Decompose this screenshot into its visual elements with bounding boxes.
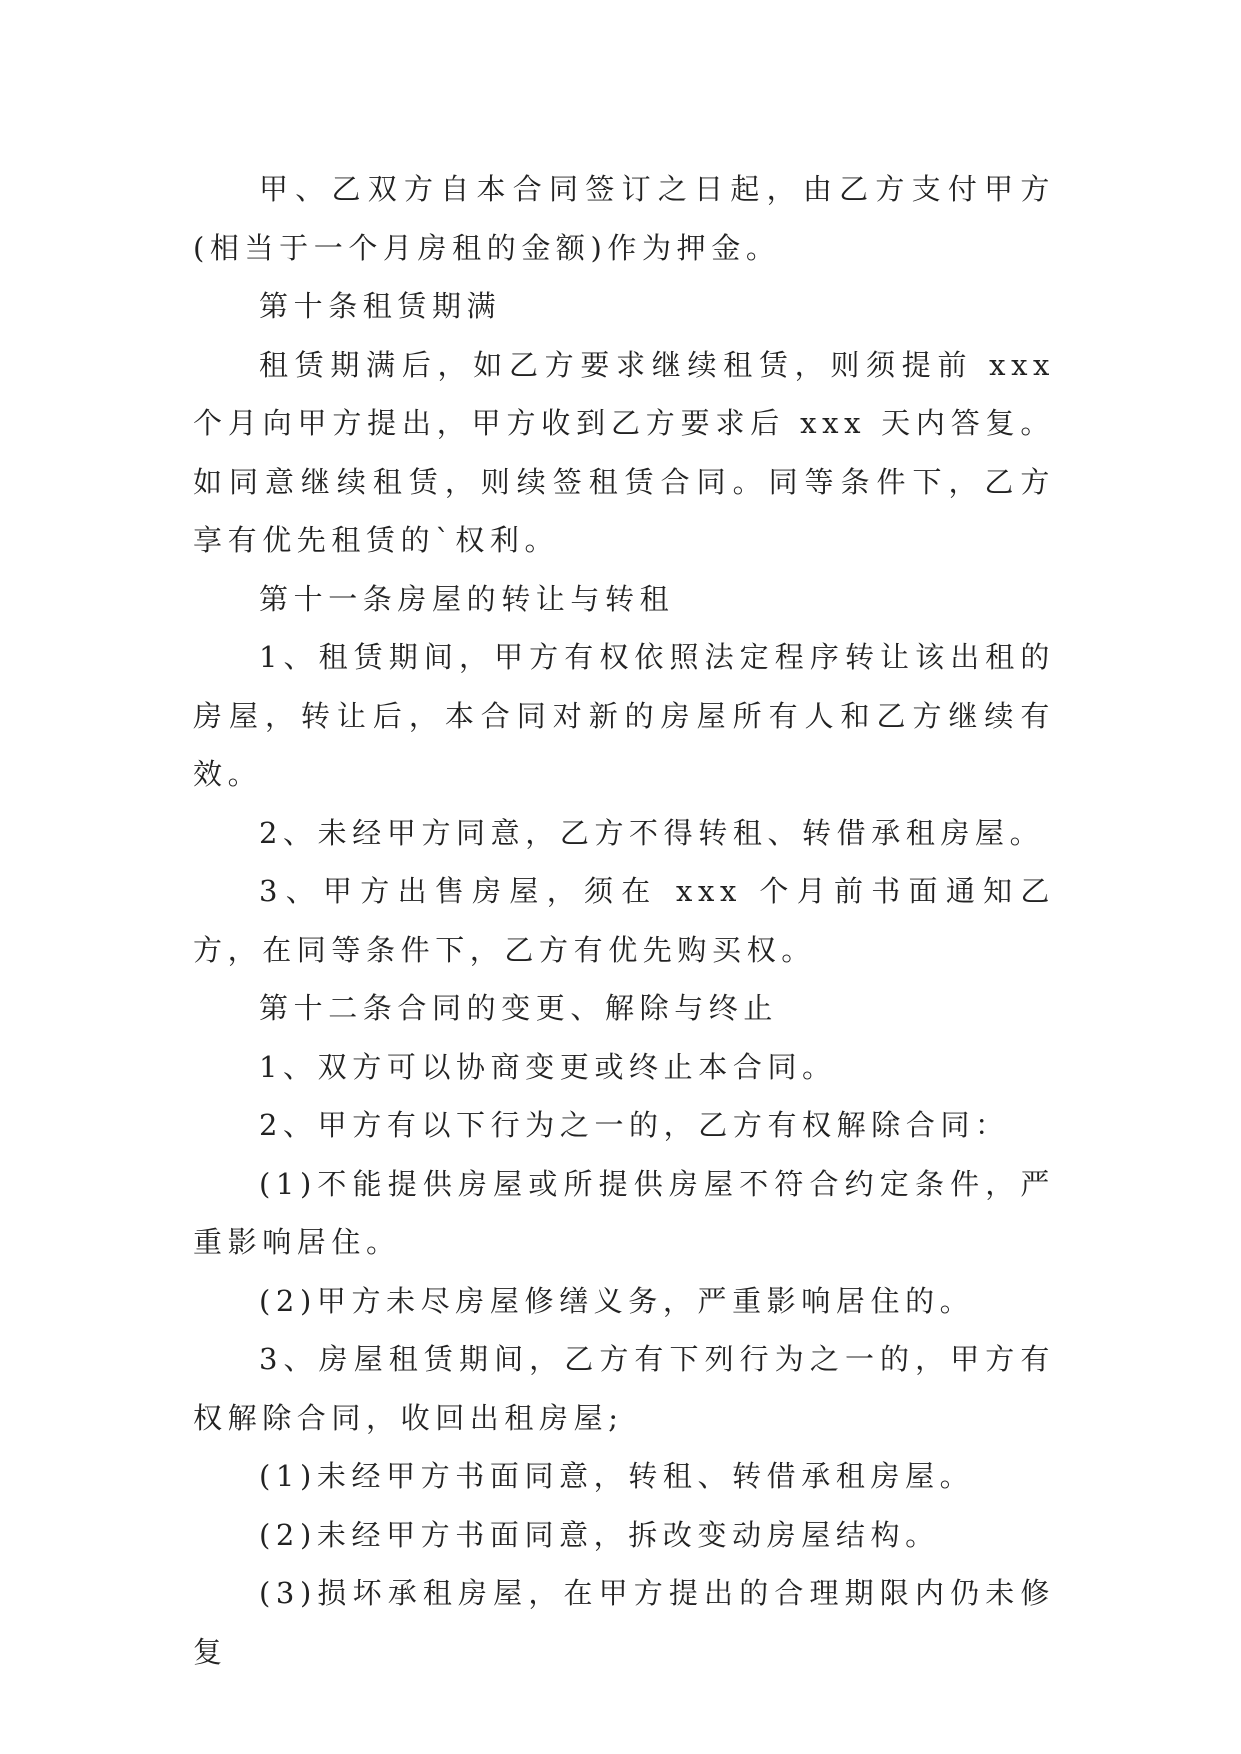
- paragraph-lease-expiry: 租赁期满后，如乙方要求继续租赁，则须提前 xxx 个月向甲方提出，甲方收到乙方要求后 xxx 天内答复。如同意继续租赁，则续签租赁合同。同等条件下，乙方享有优先租赁的`权利。: [193, 347, 1055, 557]
- paragraph-deposit: 甲、乙双方自本合同签订之日起，由乙方支付甲方(相当于一个月房租的金额)作为押金。: [193, 172, 1055, 265]
- paragraph-transfer-1: 1、租赁期间，甲方有权依照法定程序转让该出租的房屋，转让后，本合同对新的房屋所有人和乙方继续有效。: [193, 640, 1055, 791]
- heading-article-12: 第十二条合同的变更、解除与终止: [259, 991, 779, 1025]
- paragraph-change-3: 3、房屋租赁期间，乙方有下列行为之一的，甲方有权解除合同，收回出租房屋;: [193, 1342, 1055, 1435]
- paragraph-change-2: 2、甲方有以下行为之一的，乙方有权解除合同：: [259, 1108, 1010, 1142]
- paragraph-change-3-item-2: (2)未经甲方书面同意，拆改变动房屋结构。: [259, 1517, 940, 1552]
- paragraph-change-1: 1、双方可以协商变更或终止本合同。: [259, 1049, 837, 1084]
- heading-article-11: 第十一条房屋的转让与转租: [259, 581, 675, 616]
- paragraph-change-2-item-1: (1)不能提供房屋或所提供房屋不符合约定条件，严重影响居住。: [193, 1166, 1055, 1259]
- paragraph-transfer-3: 3、甲方出售房屋，须在 xxx 个月前书面通知乙方，在同等条件下，乙方有优先购买权。: [193, 874, 1055, 967]
- paragraph-transfer-2: 2、未经甲方同意，乙方不得转租、转借承租房屋。: [259, 815, 1045, 850]
- paragraph-change-3-item-1: (1)未经甲方书面同意，转租、转借承租房屋。: [259, 1459, 975, 1493]
- document-body: [193, 160, 1055, 1681]
- paragraph-change-2-item-2: (2)甲方未尽房屋修缮义务，严重影响居住的。: [259, 1283, 975, 1318]
- paragraph-change-3-item-3: (3)损坏承租房屋，在甲方提出的合理期限内仍未修复: [193, 1576, 1055, 1669]
- heading-article-10: 第十条租赁期满: [259, 289, 502, 323]
